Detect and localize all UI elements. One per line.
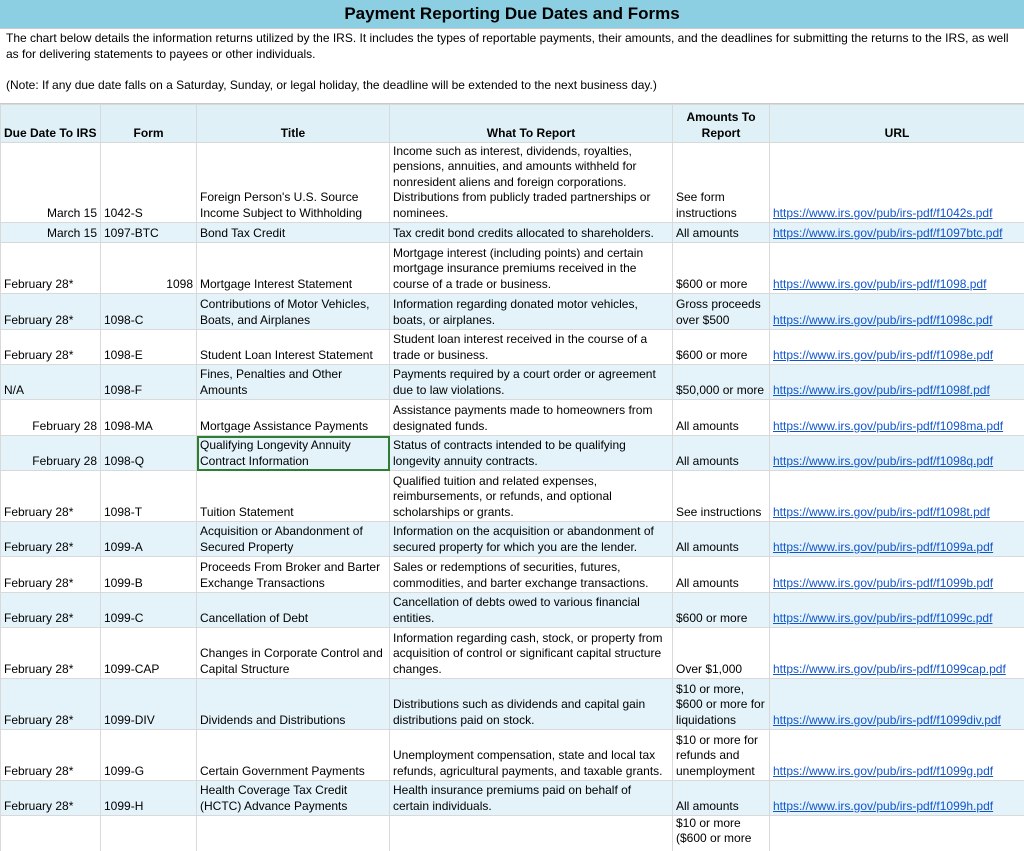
sheet-title-text: Payment Reporting Due Dates and Forms [344, 4, 680, 23]
due-date-cell[interactable]: February 28* [1, 294, 101, 330]
due-date-cell[interactable]: February 28* [1, 593, 101, 628]
amounts-cell[interactable]: See form instructions [673, 143, 770, 223]
amounts-cell[interactable]: $600 or more [673, 330, 770, 365]
due-date-cell[interactable]: February 28* [1, 243, 101, 294]
url-link[interactable]: https://www.irs.gov/pub/irs-pdf/f1099cap.pdf [773, 661, 1006, 676]
due-date-cell[interactable] [1, 816, 101, 851]
title-cell[interactable]: Changes in Corporate Control and Capital Structure [197, 628, 390, 679]
due-date-cell[interactable]: February 28* [1, 330, 101, 365]
url-cell[interactable] [770, 330, 1024, 365]
url-link[interactable]: https://www.irs.gov/pub/irs-pdf/f1098.pdf [773, 276, 987, 291]
amounts-cell[interactable]: Over $1,000 [673, 628, 770, 679]
header-url[interactable]: URL [770, 105, 1024, 143]
url-link[interactable]: https://www.irs.gov/pub/irs-pdf/f1097btc.pdf [773, 225, 1003, 240]
what-to-report-cell[interactable]: Information on the acquisition or abandonment of secured property for which you are the lender. [390, 522, 673, 557]
title-cell[interactable]: Bond Tax Credit [197, 223, 390, 243]
form-cell[interactable]: 1042-S [101, 143, 197, 223]
what-to-report-cell[interactable]: Cancellation of debts owed to various financial entities. [390, 593, 673, 628]
amounts-cell[interactable]: $600 or more [673, 243, 770, 294]
title-cell[interactable]: Mortgage Assistance Payments [197, 400, 390, 436]
title-cell[interactable]: Student Loan Interest Statement [197, 330, 390, 365]
form-cell[interactable]: 1098-C [101, 294, 197, 330]
url-cell[interactable] [770, 436, 1024, 471]
what-to-report-cell[interactable]: Distributions such as dividends and capital gain distributions paid on stock. [390, 679, 673, 730]
title-cell[interactable]: Fines, Penalties and Other Amounts [197, 365, 390, 400]
what-to-report-cell[interactable]: Payments required by a court order or agreement due to law violations. [390, 365, 673, 400]
amounts-cell[interactable]: All amounts [673, 223, 770, 243]
amounts-cell[interactable]: $600 or more [673, 593, 770, 628]
due-date-cell[interactable]: March 15 [1, 223, 101, 243]
form-cell[interactable]: 1097-BTC [101, 223, 197, 243]
title-cell[interactable]: Mortgage Interest Statement [197, 243, 390, 294]
amounts-cell[interactable]: See instructions [673, 471, 770, 522]
table-row [1, 436, 1024, 471]
intro-cell[interactable] [0, 29, 1024, 104]
url-cell[interactable] [770, 730, 1024, 781]
title-cell[interactable] [197, 816, 390, 851]
what-to-report-cell[interactable]: Health insurance premiums paid on behalf of certain individuals. [390, 781, 673, 816]
header-row [1, 105, 1024, 143]
url-cell[interactable] [770, 143, 1024, 223]
table-row [1, 816, 1024, 851]
amounts-cell[interactable]: $10 or more ($600 or more [673, 816, 770, 851]
url-link[interactable]: https://www.irs.gov/pub/irs-pdf/f1099c.pdf [773, 610, 993, 625]
table-row [1, 593, 1024, 628]
url-cell[interactable] [770, 522, 1024, 557]
form-cell[interactable]: 1099-G [101, 730, 197, 781]
form-cell[interactable]: 1099-C [101, 593, 197, 628]
form-cell[interactable]: 1099-CAP [101, 628, 197, 679]
url-link[interactable]: https://www.irs.gov/pub/irs-pdf/f1098e.pdf [773, 347, 994, 362]
table-row [1, 679, 1024, 730]
amounts-cell[interactable]: All amounts [673, 557, 770, 593]
url-link[interactable]: https://www.irs.gov/pub/irs-pdf/f1098f.pdf [773, 382, 990, 397]
url-link[interactable]: https://www.irs.gov/pub/irs-pdf/f1098ma.pdf [773, 418, 1004, 433]
header-title[interactable]: Title [197, 105, 390, 143]
url-link[interactable]: https://www.irs.gov/pub/irs-pdf/f1099h.pdf [773, 798, 994, 813]
title-cell[interactable]: Cancellation of Debt [197, 593, 390, 628]
url-cell[interactable] [770, 294, 1024, 330]
what-to-report-cell[interactable]: Status of contracts intended to be qualifying longevity annuity contracts. [390, 436, 673, 471]
title-cell[interactable]: Tuition Statement [197, 471, 390, 522]
amounts-cell[interactable]: All amounts [673, 522, 770, 557]
title-cell[interactable]: Dividends and Distributions [197, 679, 390, 730]
url-cell[interactable] [770, 679, 1024, 730]
header-what-to-report[interactable]: What To Report [390, 105, 673, 143]
what-to-report-cell[interactable]: Information regarding cash, stock, or property from acquisition of control or significant capital structure changes. [390, 628, 673, 679]
url-cell[interactable] [770, 471, 1024, 522]
due-date-cell[interactable]: February 28* [1, 522, 101, 557]
what-to-report-cell[interactable]: Assistance payments made to homeowners from designated funds. [390, 400, 673, 436]
title-cell[interactable]: Health Coverage Tax Credit (HCTC) Advance Payments [197, 781, 390, 816]
what-to-report-cell[interactable]: Information regarding donated motor vehicles, boats, or airplanes. [390, 294, 673, 330]
url-cell[interactable] [770, 816, 1024, 851]
amounts-cell[interactable]: $10 or more for refunds and unemployment [673, 730, 770, 781]
table-row [1, 471, 1024, 522]
due-date-cell[interactable]: February 28* [1, 557, 101, 593]
what-to-report-cell[interactable]: Tax credit bond credits allocated to shareholders. [390, 223, 673, 243]
url-link[interactable]: https://www.irs.gov/pub/irs-pdf/f1099a.pdf [773, 539, 994, 554]
url-link[interactable]: https://www.irs.gov/pub/irs-pdf/f1099b.pdf [773, 575, 994, 590]
title-cell-selected[interactable]: Qualifying Longevity Annuity Contract Information [197, 436, 390, 471]
header-due-date[interactable]: Due Date To IRS [1, 105, 101, 143]
table-row [1, 294, 1024, 330]
what-to-report-cell[interactable]: Income such as interest, dividends, royalties, pensions, annuities, and amounts withheld for nonresident aliens and foreign corporations. Distributions from publicly traded partnerships or nominees. [390, 143, 673, 223]
forms-table [0, 104, 1024, 851]
due-date-cell[interactable]: February 28* [1, 471, 101, 522]
table-row [1, 522, 1024, 557]
form-cell[interactable]: 1099-DIV [101, 679, 197, 730]
url-cell[interactable] [770, 243, 1024, 294]
form-cell[interactable]: 1098 [101, 243, 197, 294]
sheet-title[interactable] [0, 0, 1024, 29]
url-cell[interactable] [770, 557, 1024, 593]
form-cell[interactable]: 1098-Q [101, 436, 197, 471]
table-row [1, 143, 1024, 223]
due-date-cell[interactable]: N/A [1, 365, 101, 400]
title-cell[interactable]: Foreign Person's U.S. Source Income Subject to Withholding [197, 143, 390, 223]
url-cell[interactable] [770, 593, 1024, 628]
due-date-cell[interactable]: March 15 [1, 143, 101, 223]
url-link[interactable]: https://www.irs.gov/pub/irs-pdf/f1098q.pdf [773, 453, 994, 468]
form-cell[interactable]: 1099-H [101, 781, 197, 816]
form-cell[interactable]: 1098-E [101, 330, 197, 365]
table-row [1, 400, 1024, 436]
table-row [1, 557, 1024, 593]
table-row [1, 628, 1024, 679]
url-cell[interactable] [770, 223, 1024, 243]
intro-text: The chart below details the information returns utilized by the IRS. It includes the types of reportable payments, their amounts, and the deadlines for submitting the returns to the IRS, as well as for delivering statements to payees or other individuals. [6, 31, 1009, 61]
due-date-cell[interactable]: February 28* [1, 730, 101, 781]
title-cell[interactable]: Contributions of Motor Vehicles, Boats, and Airplanes [197, 294, 390, 330]
due-date-cell[interactable]: February 28* [1, 781, 101, 816]
title-cell[interactable]: Certain Government Payments [197, 730, 390, 781]
url-link[interactable]: https://www.irs.gov/pub/irs-pdf/f1098t.pdf [773, 504, 990, 519]
url-cell[interactable] [770, 365, 1024, 400]
form-cell[interactable]: 1098-MA [101, 400, 197, 436]
url-cell[interactable] [770, 628, 1024, 679]
what-to-report-cell[interactable] [390, 816, 673, 851]
form-cell[interactable]: 1099-A [101, 522, 197, 557]
amounts-cell[interactable]: $50,000 or more [673, 365, 770, 400]
header-form[interactable]: Form [101, 105, 197, 143]
form-cell[interactable] [101, 816, 197, 851]
form-cell[interactable]: 1099-B [101, 557, 197, 593]
what-to-report-cell[interactable]: Sales or redemptions of securities, futures, commodities, and barter exchange transactions. [390, 557, 673, 593]
amounts-cell[interactable]: Gross proceeds over $500 [673, 294, 770, 330]
title-cell[interactable]: Acquisition or Abandonment of Secured Property [197, 522, 390, 557]
form-cell[interactable]: 1098-T [101, 471, 197, 522]
what-to-report-cell[interactable]: Unemployment compensation, state and local tax refunds, agricultural payments, and taxable grants. [390, 730, 673, 781]
table-row [1, 330, 1024, 365]
what-to-report-cell[interactable]: Mortgage interest (including points) and certain mortgage insurance premiums received in the course of a trade or business. [390, 243, 673, 294]
amounts-cell[interactable]: All amounts [673, 436, 770, 471]
url-cell[interactable] [770, 781, 1024, 816]
due-date-cell[interactable]: February 28* [1, 628, 101, 679]
what-to-report-cell[interactable]: Student loan interest received in the course of a trade or business. [390, 330, 673, 365]
table-row [1, 781, 1024, 816]
note-text: (Note: If any due date falls on a Saturday, Sunday, or legal holiday, the deadline will be extended to the next business day.) [6, 78, 657, 92]
url-link[interactable]: https://www.irs.gov/pub/irs-pdf/f1098c.pdf [773, 312, 993, 327]
amounts-cell[interactable]: $10 or more, $600 or more for liquidations [673, 679, 770, 730]
amounts-cell[interactable]: All amounts [673, 400, 770, 436]
url-cell[interactable] [770, 400, 1024, 436]
form-cell[interactable]: 1098-F [101, 365, 197, 400]
due-date-cell[interactable]: February 28* [1, 679, 101, 730]
due-date-cell[interactable]: February 28 [1, 400, 101, 436]
what-to-report-cell[interactable]: Qualified tuition and related expenses, reimbursements, or refunds, and optional scholarships or grants. [390, 471, 673, 522]
due-date-cell[interactable]: February 28 [1, 436, 101, 471]
table-row [1, 730, 1024, 781]
amounts-cell[interactable]: All amounts [673, 781, 770, 816]
url-link[interactable]: https://www.irs.gov/pub/irs-pdf/f1042s.pdf [773, 205, 993, 220]
title-cell[interactable]: Proceeds From Broker and Barter Exchange Transactions [197, 557, 390, 593]
table-row [1, 223, 1024, 243]
header-amounts[interactable]: Amounts To Report [673, 105, 770, 143]
table-row [1, 243, 1024, 294]
table-row [1, 365, 1024, 400]
url-link[interactable]: https://www.irs.gov/pub/irs-pdf/f1099div.pdf [773, 712, 1001, 727]
url-link[interactable]: https://www.irs.gov/pub/irs-pdf/f1099g.pdf [773, 763, 994, 778]
